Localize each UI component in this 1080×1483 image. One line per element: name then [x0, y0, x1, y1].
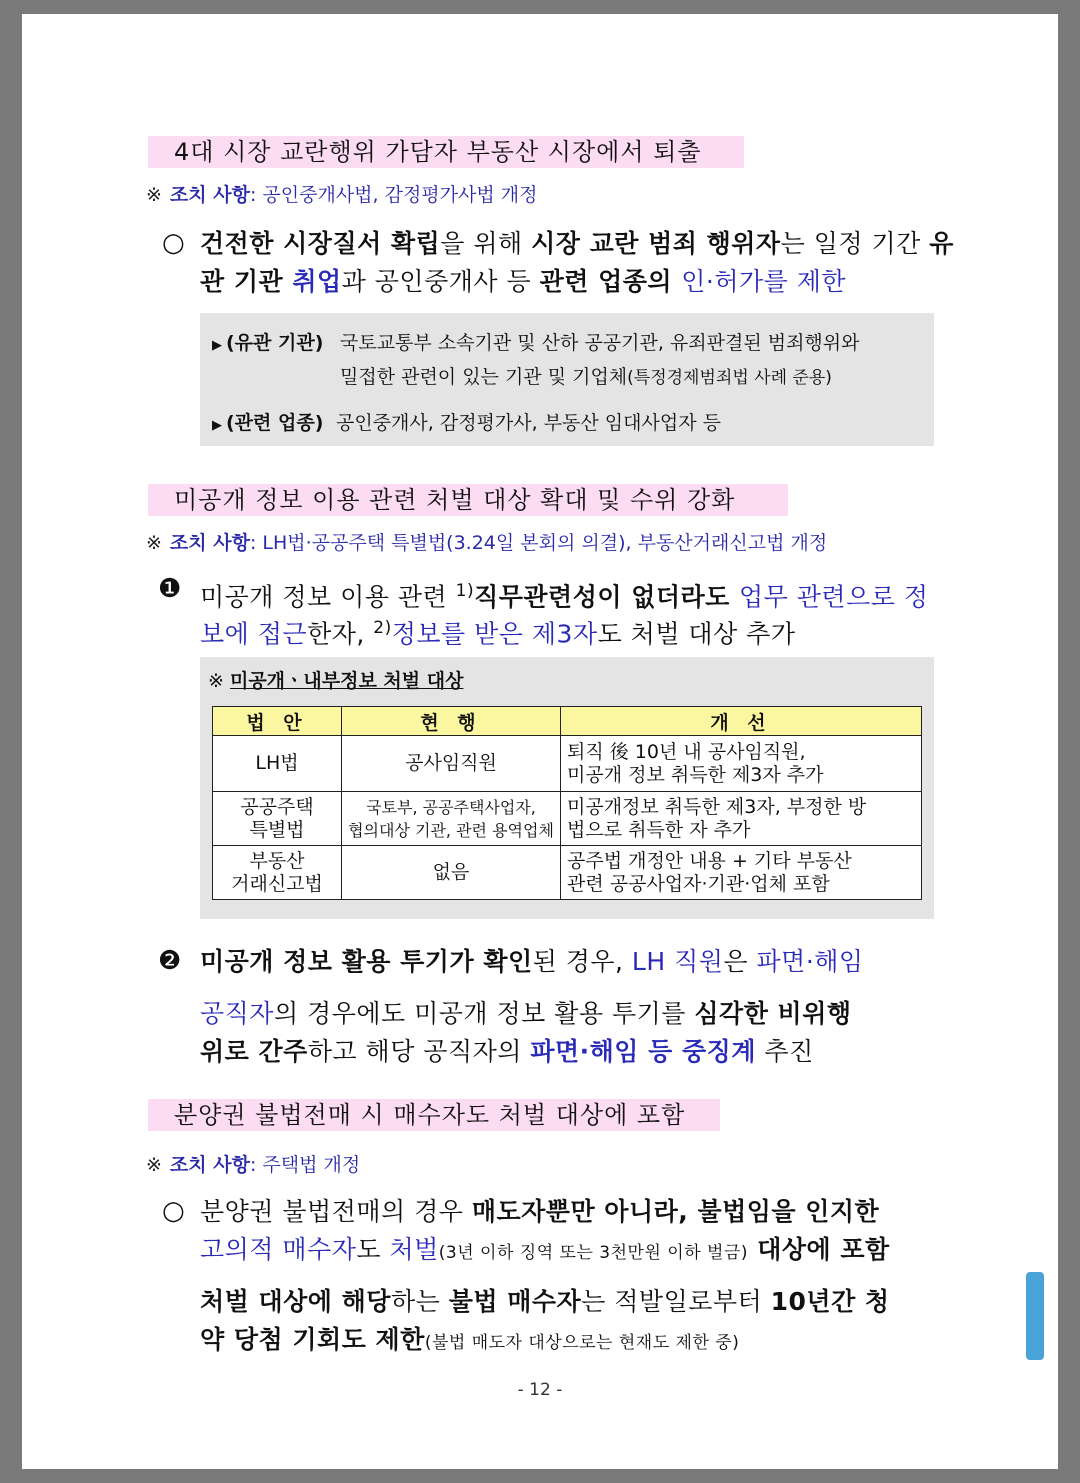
paragraph-line: 약 당첨 기회도 제한(불법 매도자 대상으로는 현재도 제한 중) [200, 1325, 740, 1354]
table-header: 법 안 [213, 707, 342, 736]
triangle-bullet-icon: ▶ [212, 418, 222, 433]
triangle-bullet-icon: ▶ [212, 338, 222, 353]
paragraph-line: 미공개 정보 이용 관련 $^{1)}$직무관련성이 없더라도 업무 관련으로 정 [200, 581, 929, 612]
box-item: ▶ (유관 기관) [212, 332, 324, 354]
box-item-text: 국토교통부 소속기관 및 산하 공공기관, 유죄판결된 범죄행위와 [340, 332, 860, 354]
table-caption: ※ 미공개ㆍ내부정보 처벌 대상 [208, 670, 464, 692]
paragraph-line: 미공개 정보 활용 투기가 확인된 경우, LH 직원은 파면·해임 [200, 947, 864, 976]
paragraph-line: 공직자의 경우에도 미공개 정보 활용 투기를 심각한 비위행 [200, 999, 852, 1028]
paragraph-line: 고의적 매수자도 처벌(3년 이하 징역 또는 3천만원 이하 벌금) 대상에 포함 [200, 1235, 890, 1264]
paragraph-line: 관 기관 취업과 공인중개사 등 관련 업종의 인·허가를 제한 [200, 267, 847, 296]
table-header: 현 행 [342, 707, 561, 736]
section-note-1: ※ 조치 사항: 공인중개사법, 감정평가사법 개정 [146, 184, 538, 206]
section-note-3: ※ 조치 사항: 주택법 개정 [146, 1154, 361, 1176]
circle-bullet: ○ [162, 228, 185, 258]
paragraph-line: 보에 접근한자, $^{2)}$정보를 받은 제3자도 처벌 대상 추가 [200, 618, 796, 649]
page-number: - 12 - [517, 1380, 563, 1400]
table-row: 부동산 거래신고법 없음 공주법 개정안 내용 + 기타 부동산 관련 공공사업자·기관·업체 포함 [213, 846, 922, 900]
numbered-marker-2: ❷ [158, 946, 182, 976]
box-item: ▶ (관련 업종) [212, 412, 324, 434]
penalty-table [212, 706, 922, 900]
paragraph-line: 위로 간주하고 해당 공직자의 파면·해임 등 중징계 추진 [200, 1037, 814, 1066]
section-title-2: 미공개 정보 이용 관련 처벌 대상 확대 및 수위 강화 [148, 484, 788, 516]
scrollbar-thumb[interactable] [1026, 1272, 1044, 1360]
paragraph-line: 처벌 대상에 해당하는 불법 매수자는 적발일로부터 10년간 청 [200, 1287, 890, 1316]
document-page [22, 14, 1058, 1469]
table-header: 개 선 [561, 707, 922, 736]
table-row: LH법 공사임직원 퇴직 後 10년 내 공사임직원, 미공개 정보 취득한 제3자 추가 [213, 736, 922, 792]
section-title-3: 분양권 불법전매 시 매수자도 처벌 대상에 포함 [148, 1099, 720, 1131]
section-note-2: ※ 조치 사항: LH법·공공주택 특별법(3.24일 본회의 의결), 부동산거래신고법 개정 [146, 532, 828, 554]
box-item-text: 밀접한 관련이 있는 기관 및 기업체(특정경제범죄법 사례 준용) [340, 366, 832, 388]
paragraph-line: 분양권 불법전매의 경우 매도자뿐만 아니라, 불법임을 인지한 [200, 1197, 880, 1226]
circle-bullet: ○ [162, 1196, 185, 1226]
table-row: 공공주택 특별법 국토부, 공공주택사업자, 협의대상 기관, 관련 용역업체 미공개정보 취득한 제3자, 부정한 방 법으로 취득한 자 추가 [213, 792, 922, 846]
section-title-1: 4대 시장 교란행위 가담자 부동산 시장에서 퇴출 [148, 136, 744, 168]
paragraph-line: 건전한 시장질서 확립을 위해 시장 교란 범죄 행위자는 일정 기간 유 [200, 229, 954, 258]
numbered-marker-1: ❶ [158, 574, 182, 604]
box-item-text: 공인중개사, 감정평가사, 부동산 임대사업자 등 [336, 412, 721, 434]
